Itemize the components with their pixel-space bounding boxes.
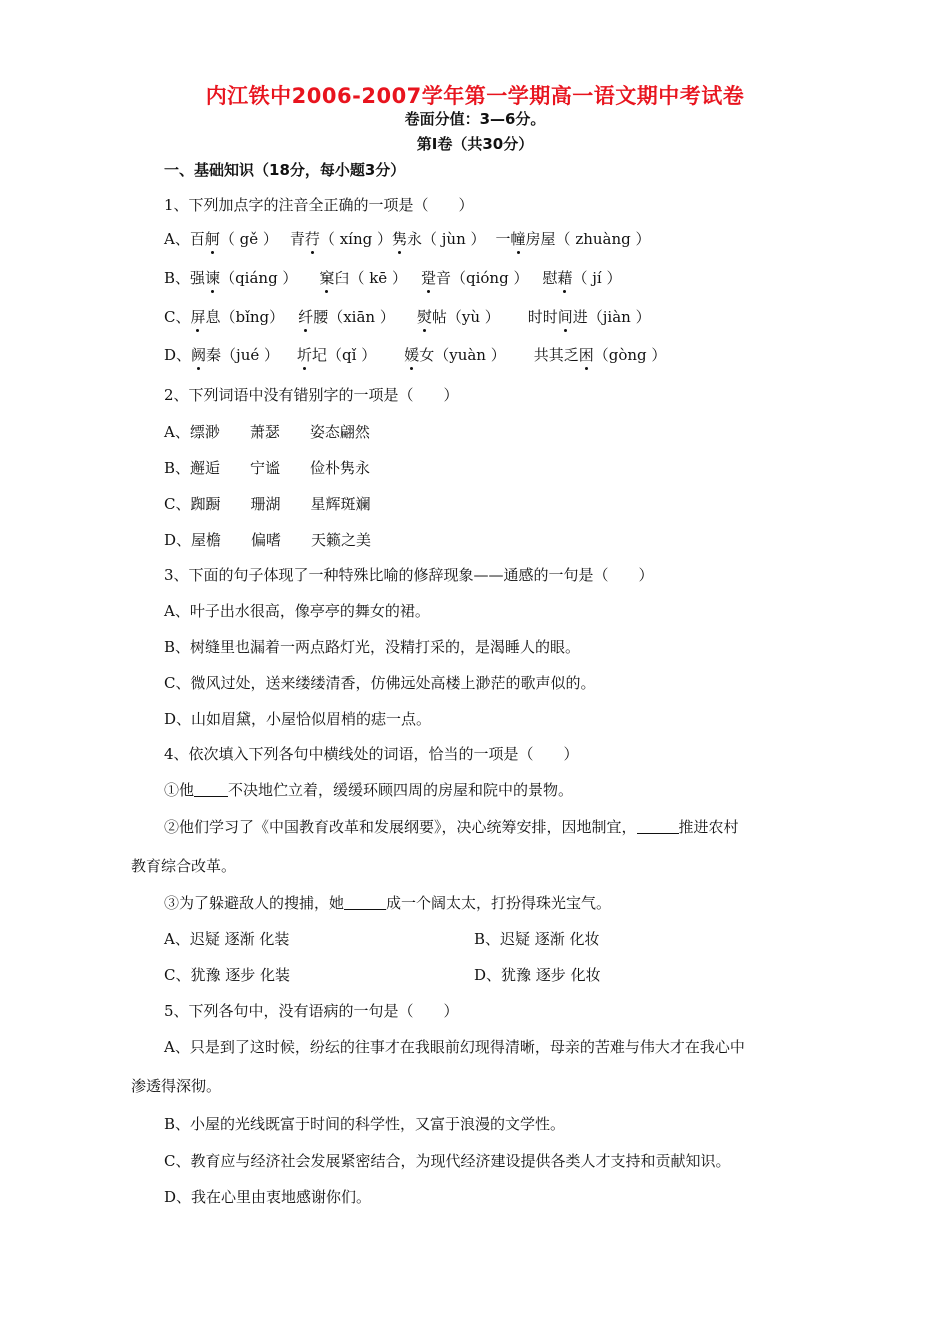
- q3-option-a: A、叶子出水很高，像亭亭的舞女的裙。: [164, 602, 430, 620]
- score-note: 卷面分值：3—6分。: [404, 110, 546, 128]
- q5-stem: 5、下列各句中，没有语病的一句是（ ）: [164, 1002, 459, 1020]
- q2-stem: 2、下列词语中没有错别字的一项是（ ）: [164, 386, 459, 404]
- q5-option-a-cont: 渗透得深彻。: [131, 1077, 222, 1095]
- dotted-char: 藉: [557, 269, 573, 287]
- q4-sentence-3: ③为了躲避敌人的搜捕，她 成一个阔太太，打扮得珠光宝气。: [164, 894, 612, 912]
- exam-title: 内江铁中2006-2007学年第一学期高一语文期中考试卷: [205, 84, 745, 108]
- q3-option-b: B、树缝里也漏着一两点路灯光，没精打采的，是渴睡人的眼。: [164, 638, 581, 656]
- q2-option-d: D、屋檐 偏嗜 天籁之美: [164, 531, 372, 549]
- dotted-char: 困: [578, 346, 594, 364]
- q2-option-b: B、邂逅 宁谧 俭朴隽永: [164, 459, 371, 477]
- section-heading: 一、基础知识（18分，每小题3分）: [164, 161, 406, 179]
- dotted-char: 阙: [191, 346, 207, 364]
- dotted-char: 熨: [416, 308, 432, 326]
- dotted-char: 荇: [304, 230, 320, 248]
- q2-option-c: C、踟蹰 珊湖 星辉斑斓: [164, 495, 371, 513]
- q4-sentence-2: ②他们学习了《中国教育改革和发展纲要》，决心统筹安排，因地制宜， 推进农村: [164, 818, 739, 836]
- fill-blank: [194, 782, 228, 797]
- q1-option-a: A、百舸（ gě ） 青荇（ xíng ）隽永（ jùn ） 一幢房屋（ zhuàng ）: [164, 230, 651, 248]
- dotted-char: 窠: [319, 269, 335, 287]
- q4-sentence-2-cont: 教育综合改革。: [131, 857, 237, 875]
- q1-option-b: B、强谏（qiáng ） 窠臼（ kē ） 跫音（qióng ） 慰藉（ jí ）: [164, 269, 622, 287]
- q3-option-c: C、微风过处，送来缕缕清香，仿佛远处高楼上渺茫的歌声似的。: [164, 674, 596, 692]
- q5-option-d: D、我在心里由衷地感谢你们。: [164, 1188, 372, 1206]
- dotted-char: 间: [557, 308, 573, 326]
- dotted-char: 谏: [205, 269, 221, 287]
- q4-sentence-1: ①他 不决地伫立着，缓缓环顾四周的房屋和院中的景物。: [164, 781, 574, 799]
- fill-blank: [637, 819, 679, 834]
- q3-stem: 3、下面的句子体现了一种特殊比喻的修辞现象——通感的一句是（ ）: [164, 566, 654, 584]
- q1-option-c: C、屏息（bǐng） 纤腰（xiān ） 熨帖（yù ） 时时间进（jiàn ）: [164, 308, 651, 326]
- q2-option-a: A、缥渺 萧瑟 姿态翩然: [164, 423, 370, 441]
- dotted-char: 圻: [297, 346, 313, 364]
- q1-stem: 1、下列加点字的注音全正确的一项是（ ）: [164, 196, 474, 214]
- dotted-char: 隽: [391, 230, 407, 248]
- q5-option-a: A、只是到了这时候，纷纭的往事才在我眼前幻现得清晰，母亲的苦难与伟大才在我心中: [164, 1038, 745, 1056]
- q5-option-b: B、小屋的光线既富于时间的科学性，又富于浪漫的文学性。: [164, 1115, 566, 1133]
- q4-stem: 4、依次填入下列各句中横线处的词语，恰当的一项是（ ）: [164, 745, 579, 763]
- q4-option-a: A、迟疑 逐渐 化装: [164, 930, 290, 948]
- q1-option-d: D、阙秦（jué ） 圻圮（qǐ ） 媛女（yuàn ） 共其乏困（gòng ）: [164, 346, 667, 364]
- q4-option-d: D、犹豫 逐步 化妆: [474, 966, 601, 984]
- dotted-char: 屏: [190, 308, 206, 326]
- q5-option-c: C、教育应与经济社会发展紧密结合，为现代经济建设提供各类人才支持和贡献知识。: [164, 1152, 731, 1170]
- dotted-char: 舸: [204, 230, 220, 248]
- dotted-char: 幢: [510, 230, 526, 248]
- q4-option-c: C、犹豫 逐步 化装: [164, 966, 291, 984]
- volume-heading: 第Ⅰ卷（共30分）: [416, 135, 534, 153]
- dotted-char: 纤: [298, 308, 314, 326]
- dotted-char: 跫: [420, 269, 436, 287]
- dotted-char: 媛: [404, 346, 420, 364]
- q3-option-d: D、山如眉黛，小屋恰似眉梢的痣一点。: [164, 710, 432, 728]
- q4-option-b: B、迟疑 逐渐 化妆: [474, 930, 600, 948]
- fill-blank: [344, 895, 386, 910]
